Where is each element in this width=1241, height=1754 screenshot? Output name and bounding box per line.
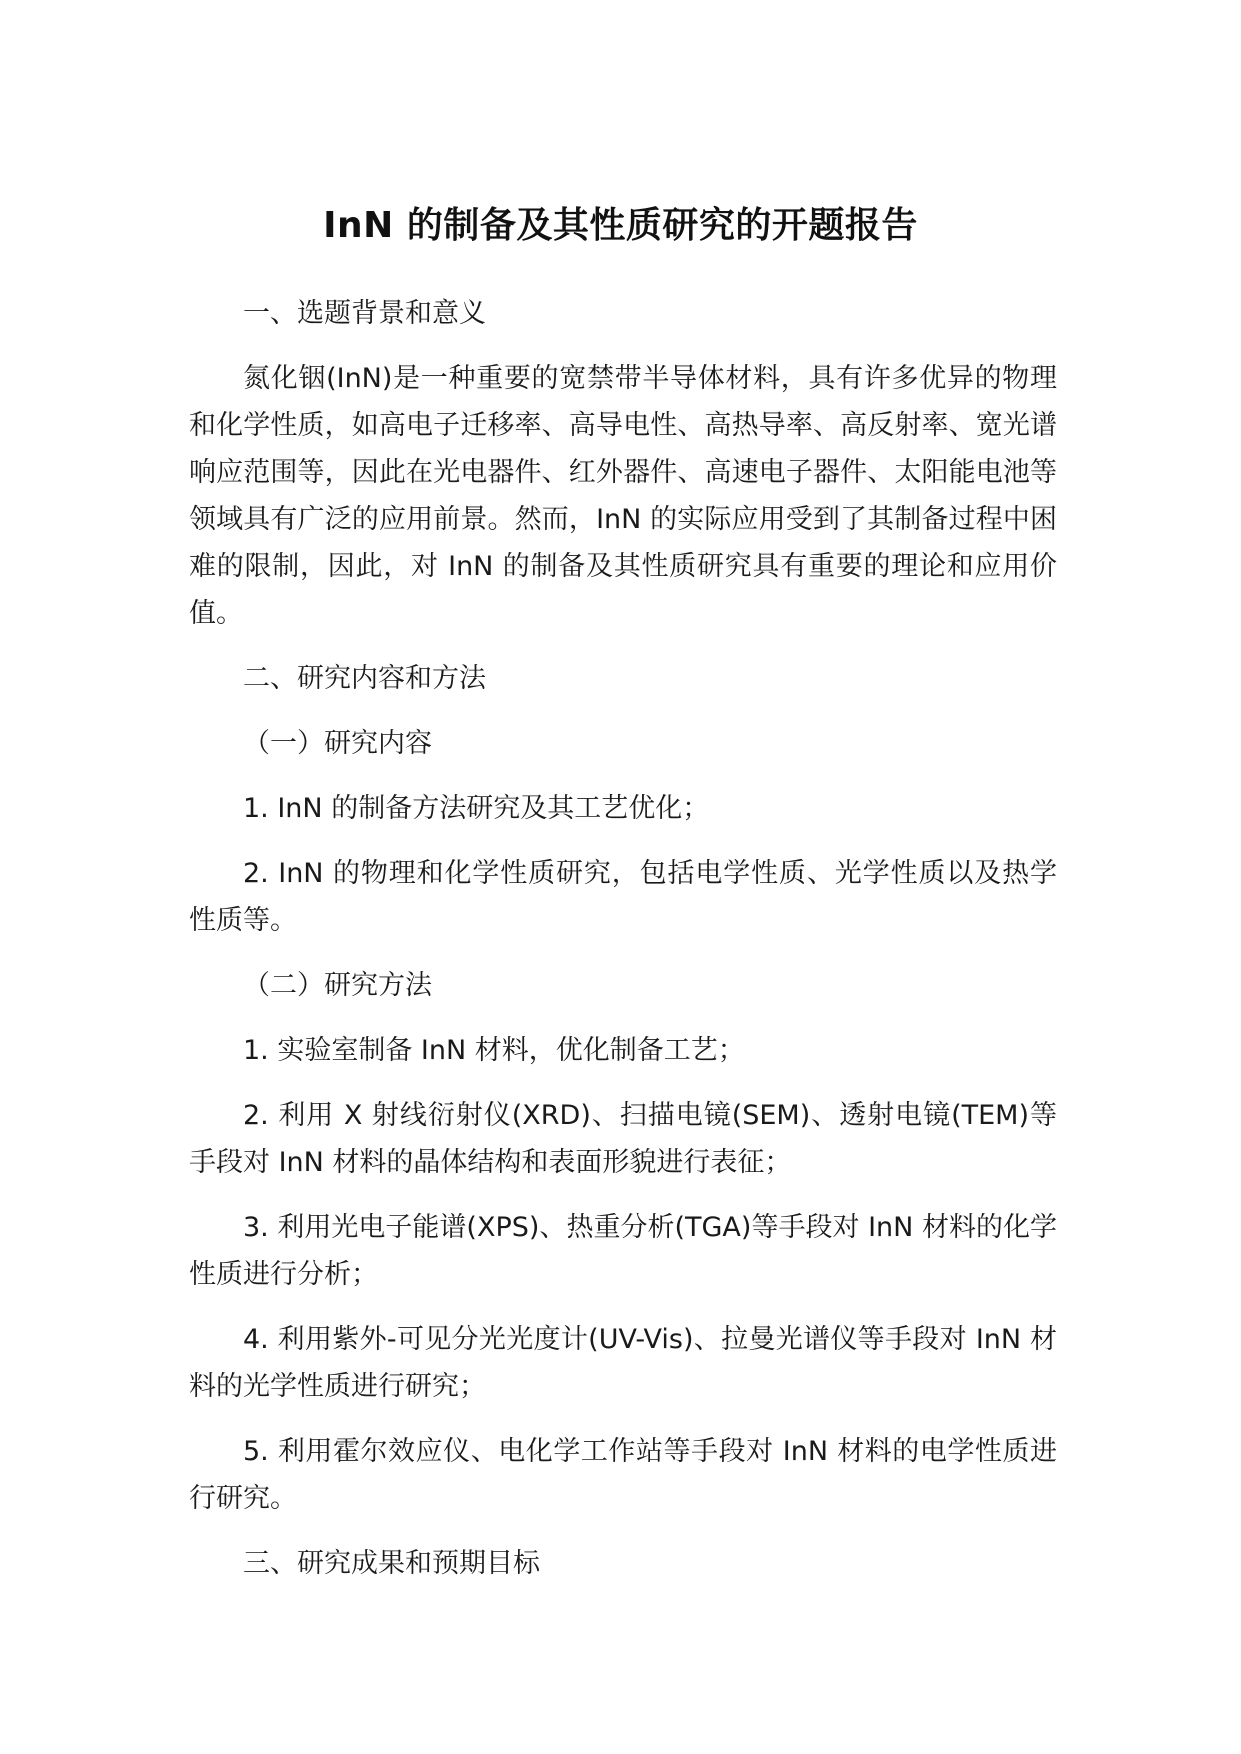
list-item-method-1: 1. 实验室制备 InN 材料，优化制备工艺； (243, 1035, 745, 1066)
list-item-content-1: 1. InN 的制备方法研究及其工艺优化； (243, 793, 710, 824)
list-item-method-2: 2. 利用 X 射线衍射仪(XRD)、扫描电镜(SEM)、透射电镜(TEM)等手段对 InN 材料的晶体结构和表面形貌进行表征； (189, 1100, 1057, 1178)
subheading-research-content: （一）研究内容 (243, 728, 432, 759)
list-item-method-4: 4. 利用紫外-可见分光光度计(UV-Vis)、拉曼光谱仪等手段对 InN 材料的光学性质进行研究； (189, 1324, 1057, 1402)
section-heading-content-methods: 二、研究内容和方法 (243, 663, 486, 694)
list-item-method-3: 3. 利用光电子能谱(XPS)、热重分析(TGA)等手段对 InN 材料的化学性质进行分析； (189, 1212, 1057, 1290)
paragraph-background: 氮化铟(InN)是一种重要的宽禁带半导体材料，具有许多优异的物理和化学性质，如高电子迁移率、高导电性、高热导率、高反射率、宽光谱响应范围等，因此在光电器件、红外器件、高速电子器件、太阳能电池等领域具有广泛的应用前景。然而，InN 的实际应用受到了其制备过程中困难的限制，因此，对 InN 的制备及其性质研究具有重要的理论和应用价值。 (189, 363, 1057, 629)
list-item-content-2: 2. InN 的物理和化学性质研究，包括电学性质、光学性质以及热学性质等。 (189, 858, 1057, 936)
document-body (189, 290, 1057, 1605)
subheading-research-methods: （二）研究方法 (243, 970, 432, 1001)
section-heading-background: 一、选题背景和意义 (243, 298, 486, 329)
document-title: InN 的制备及其性质研究的开题报告 (323, 205, 918, 247)
list-item-method-5: 5. 利用霍尔效应仪、电化学工作站等手段对 InN 材料的电学性质进行研究。 (189, 1436, 1057, 1514)
section-heading-results-goals: 三、研究成果和预期目标 (243, 1548, 540, 1579)
